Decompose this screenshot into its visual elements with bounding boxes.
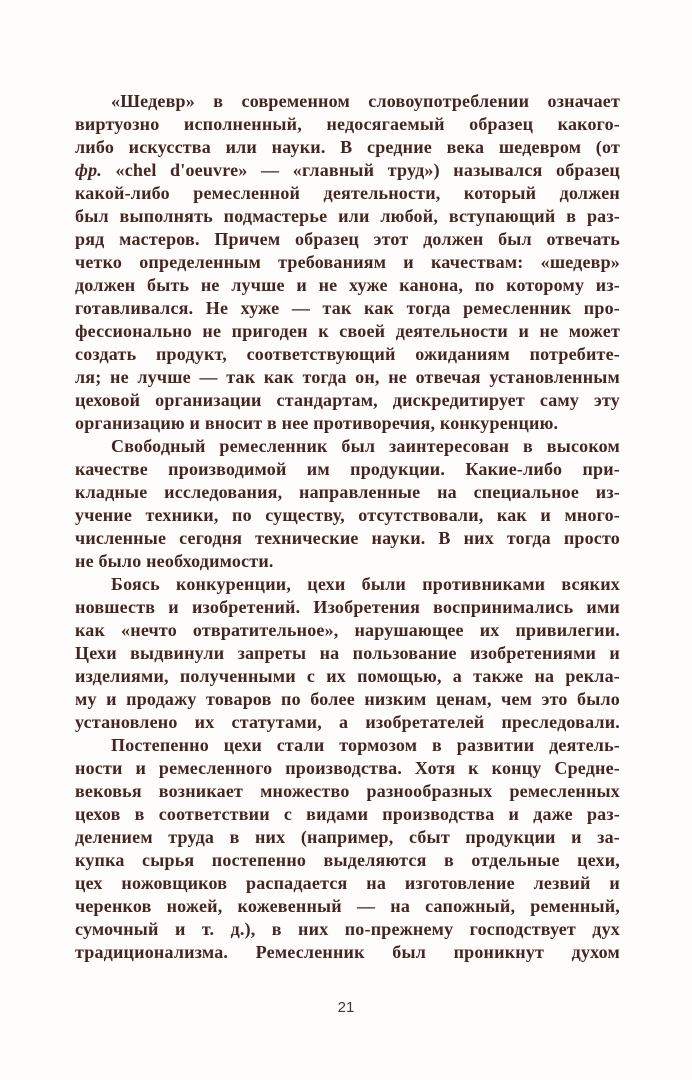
text-line: сумочный и т. д.), в них по-прежнему господствует дух bbox=[75, 919, 620, 939]
text-line: численные сегодня технические науки. В них тогда просто bbox=[75, 528, 620, 548]
text-line: учение техники, по существу, отсутствовали, как и много- bbox=[75, 505, 620, 525]
text-line: делением труда в них (например, сбыт продукции и за- bbox=[75, 827, 620, 847]
text-line: цех ножовщиков распадается на изготовление лезвий и bbox=[75, 873, 620, 893]
text-line: четко определенным требованиям и качествам: «шедевр» bbox=[75, 252, 620, 272]
text-line: был выполнять подмастерье или любой, вступающий в раз- bbox=[75, 206, 620, 226]
text-line: черенков ножей, кожевенный — на сапожный, ременный, bbox=[75, 896, 620, 916]
text-line: организацию и вносит в нее противоречия, конкуренцию. bbox=[75, 413, 559, 433]
text-line: цеховой организации стандартам, дискредитирует саму эту bbox=[75, 390, 620, 410]
paragraph bbox=[75, 734, 620, 964]
text-line: готавливался. Не хуже — так как тогда ремесленник про- bbox=[75, 298, 620, 318]
text-line: фр. «chel d'oeuvre» — «главный труд») назывался образец bbox=[75, 160, 620, 180]
paragraph bbox=[75, 435, 620, 573]
text-block bbox=[75, 90, 620, 964]
text-line: «Шедевр» в современном словоупотреблении означает bbox=[111, 91, 620, 111]
text-line: фессионально не пригоден к своей деятельности и не может bbox=[75, 321, 620, 341]
text-line: ряд мастеров. Причем образец этот должен был отвечать bbox=[75, 229, 620, 249]
text-line: кладные исследования, направленные на специальное из- bbox=[75, 482, 620, 502]
text-line: виртуозно исполненный, недосягаемый образец какого- bbox=[75, 114, 620, 134]
text-line: не было необходимости. bbox=[75, 551, 274, 571]
italic-abbreviation: фр. bbox=[75, 160, 102, 180]
text-line: создать продукт, соответствующий ожиданиям потребите- bbox=[75, 344, 620, 364]
text-line: установлено их статутами, а изобретателей преследовали. bbox=[75, 712, 620, 732]
paragraph bbox=[75, 90, 620, 435]
text-line: новшеств и изобретений. Изобретения воспринимались ими bbox=[75, 597, 620, 617]
text-line: как «нечто отвратительное», нарушающее их привилегии. bbox=[75, 620, 620, 640]
text-line: цехов в соответствии с видами производства и даже раз- bbox=[75, 804, 620, 824]
page-number: 21 bbox=[337, 999, 355, 1016]
text-line: какой-либо ремесленной деятельности, который должен bbox=[75, 183, 620, 203]
text-line: Боясь конкуренции, цехи были противниками всяких bbox=[111, 574, 620, 594]
text-line: купка сырья постепенно выделяются в отдельные цехи, bbox=[75, 850, 620, 870]
text-line: качестве производимой им продукции. Какие-либо при- bbox=[75, 459, 620, 479]
paragraph bbox=[75, 573, 620, 734]
text-line: Свободный ремесленник был заинтересован в высоком bbox=[111, 436, 620, 456]
text-line: ля; не лучше — так как тогда он, не отвечая установленным bbox=[75, 367, 620, 387]
text-line: Постепенно цехи стали тормозом в развитии деятель- bbox=[111, 735, 620, 755]
text-line: ности и ремесленного производства. Хотя к концу Средне- bbox=[75, 758, 620, 778]
text-line: традиционализма. Ремесленник был проникнут духом bbox=[75, 942, 620, 962]
text-line: должен быть не лучше и не хуже канона, по которому из- bbox=[75, 275, 620, 295]
text-line: вековья возникает множество разнообразных ремесленных bbox=[75, 781, 620, 801]
text-line: изделиями, полученными с их помощью, а также на рекла- bbox=[75, 666, 620, 686]
text-line: либо искусства или науки. В средние века шедевром (от bbox=[75, 137, 620, 157]
text-line: Цехи выдвинули запреты на пользование изобретениями и bbox=[75, 643, 620, 663]
text-line: му и продажу товаров по более низким ценам, чем это было bbox=[75, 689, 620, 709]
